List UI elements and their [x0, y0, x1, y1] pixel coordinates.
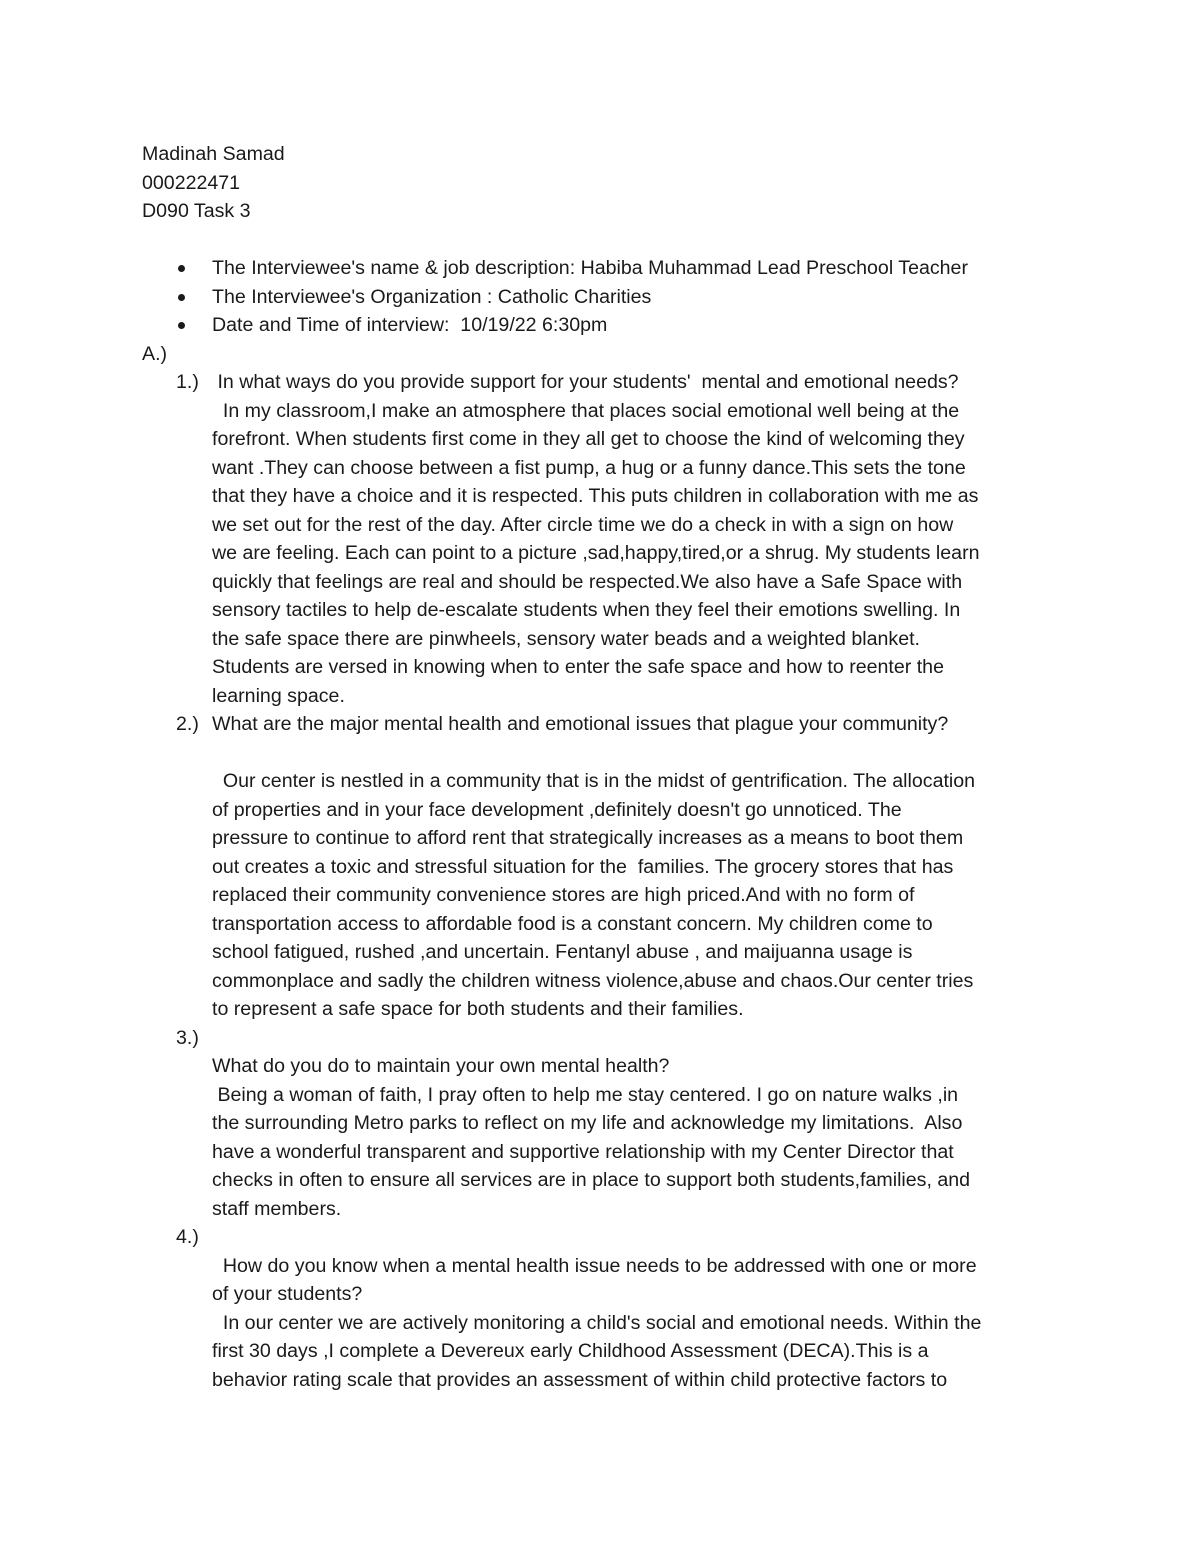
- answer-line: want .They can choose between a fist pump, a hug or a funny dance.This sets the tone: [212, 457, 966, 479]
- question-text: In what ways do you provide support for your students' mental and emotional needs?: [212, 371, 959, 393]
- question-text: What are the major mental health and emotional issues that plague your community?: [212, 713, 949, 735]
- bullet-icon: [178, 322, 185, 329]
- answer-line: staff members.: [212, 1198, 342, 1220]
- answer-line: quickly that feelings are real and should be respected.We also have a Safe Space with: [212, 571, 963, 593]
- bullet-icon: [178, 294, 185, 301]
- bullet-organization: The Interviewee's Organization : Catholic Charities: [212, 286, 652, 308]
- answer-line: of properties and in your face development ,definitely doesn't go unnoticed. The: [212, 799, 902, 821]
- answer-line: commonplace and sadly the children witness violence,abuse and chaos.Our center tries: [212, 970, 974, 992]
- answer-line: In our center we are actively monitoring a child's social and emotional needs. Within the: [212, 1312, 982, 1334]
- question-text: of your students?: [212, 1283, 363, 1305]
- task-title: D090 Task 3: [142, 200, 251, 222]
- answer-line: that they have a choice and it is respected. This puts children in collaboration with me as: [212, 485, 979, 507]
- answer-line: learning space.: [212, 685, 345, 707]
- answer-line: In my classroom,I make an atmosphere that places social emotional well being at the: [212, 400, 960, 422]
- answer-line: pressure to continue to afford rent that strategically increases as a means to boot them: [212, 827, 964, 849]
- answer-line: behavior rating scale that provides an assessment of within child protective factors to: [212, 1369, 948, 1391]
- answer-line: we are feeling. Each can point to a picture ,sad,happy,tired,or a shrug. My students learn: [212, 542, 980, 564]
- answer-line: the surrounding Metro parks to reflect on my life and acknowledge my limitations. Also: [212, 1112, 963, 1134]
- question-number: 4.): [176, 1226, 199, 1248]
- answer-line: school fatigued, rushed ,and uncertain. Fentanyl abuse , and maijuanna usage is: [212, 941, 913, 963]
- answer-line: Students are versed in knowing when to enter the safe space and how to reenter the: [212, 656, 944, 678]
- answer-line: have a wonderful transparent and supportive relationship with my Center Director that: [212, 1141, 954, 1163]
- question-number: 2.): [176, 713, 199, 735]
- answer-line: Our center is nestled in a community that is in the midst of gentrification. The allocation: [212, 770, 976, 792]
- question-number: 1.): [176, 371, 199, 393]
- author-name: Madinah Samad: [142, 143, 285, 165]
- answer-line: transportation access to affordable food is a constant concern. My children come to: [212, 913, 933, 935]
- question-text: How do you know when a mental health issue needs to be addressed with one or more: [212, 1255, 977, 1277]
- answer-line: Being a woman of faith, I pray often to help me stay centered. I go on nature walks ,in: [212, 1084, 959, 1106]
- answer-line: the safe space there are pinwheels, sensory water beads and a weighted blanket.: [212, 628, 920, 650]
- answer-line: checks in often to ensure all services are in place to support both students,families, and: [212, 1169, 971, 1191]
- question-text: What do you do to maintain your own mental health?: [212, 1055, 670, 1077]
- answer-line: replaced their community convenience stores are high priced.And with no form of: [212, 884, 915, 906]
- answer-line: we set out for the rest of the day. After circle time we do a check in with a sign on how: [212, 514, 954, 536]
- answer-line: sensory tactiles to help de-escalate students when they feel their emotions swelling. In: [212, 599, 961, 621]
- student-id: 000222471: [142, 172, 241, 194]
- question-number: 3.): [176, 1027, 199, 1049]
- answer-line: forefront. When students first come in they all get to choose the kind of welcoming they: [212, 428, 965, 450]
- answer-line: out creates a toxic and stressful situation for the families. The grocery stores that has: [212, 856, 954, 878]
- section-label: A.): [142, 343, 168, 365]
- bullet-icon: [178, 265, 185, 272]
- answer-line: first 30 days ,I complete a Devereux early Childhood Assessment (DECA).This is a: [212, 1340, 929, 1362]
- bullet-date-time: Date and Time of interview: 10/19/22 6:30pm: [212, 314, 608, 336]
- bullet-interviewee-name: The Interviewee's name & job description: Habiba Muhammad Lead Preschool Teacher: [212, 257, 968, 279]
- answer-line: to represent a safe space for both students and their families.: [212, 998, 744, 1020]
